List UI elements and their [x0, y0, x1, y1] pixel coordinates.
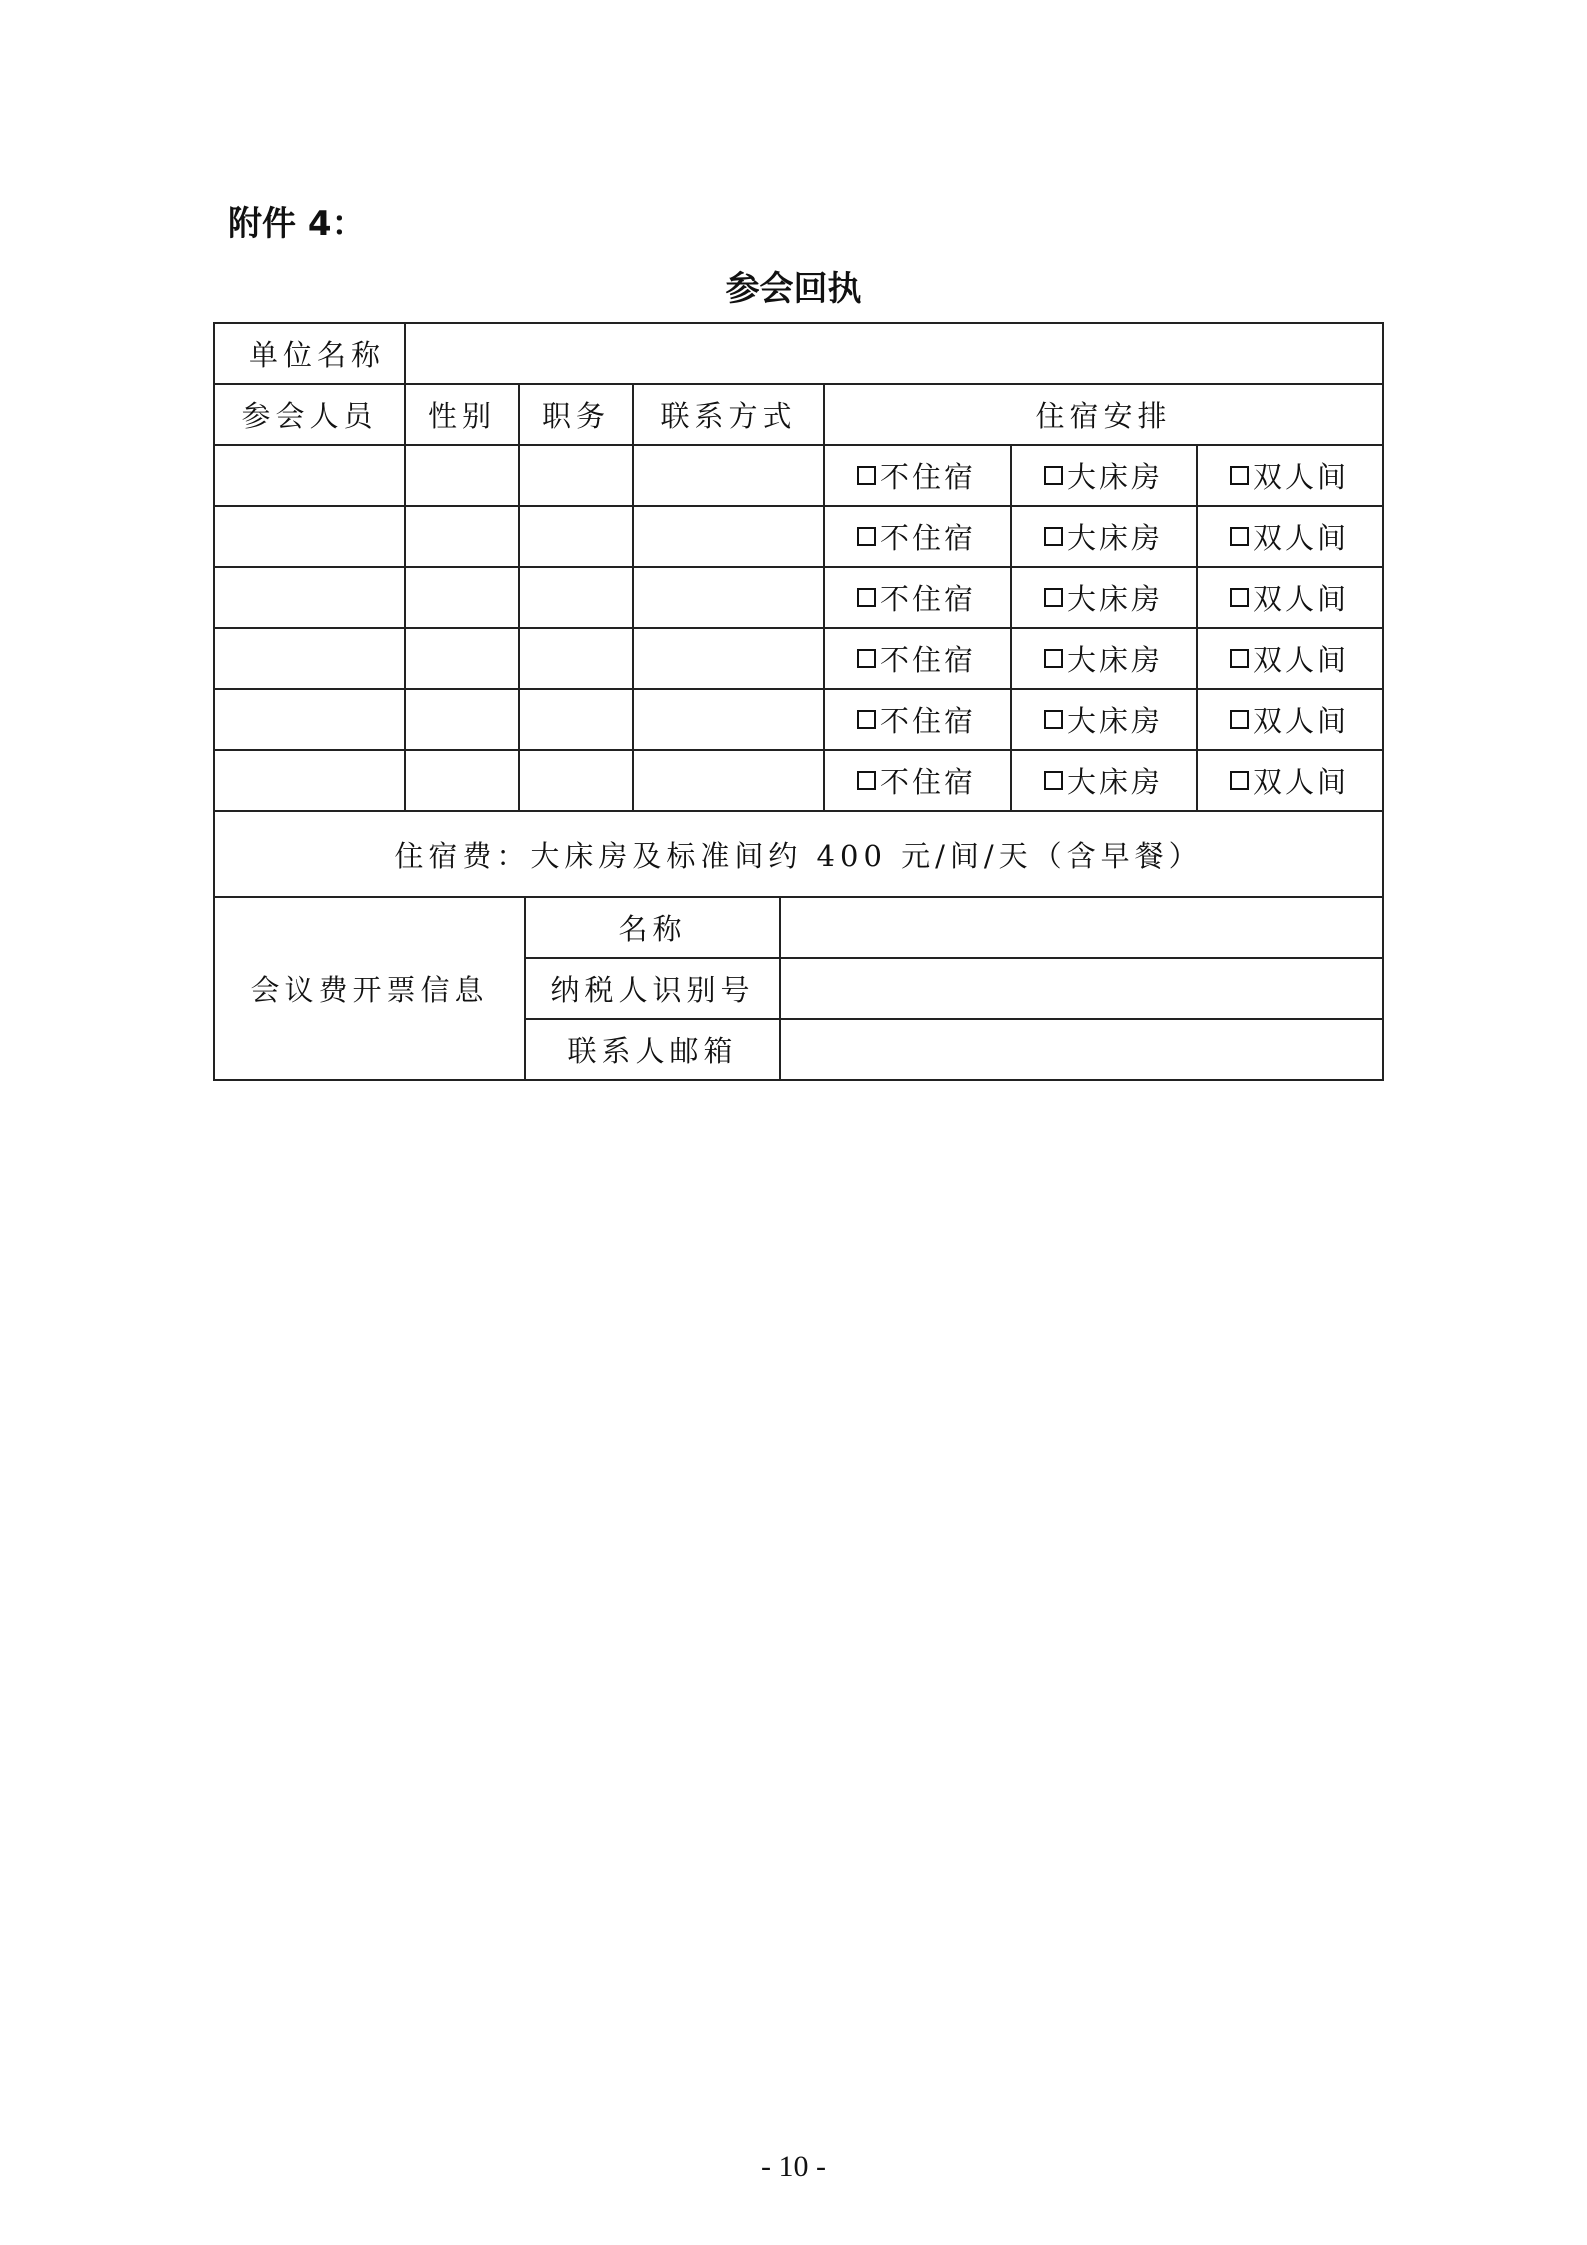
- checkbox-label: 不住宿: [880, 765, 977, 799]
- checkbox-label: 大床房: [1067, 521, 1164, 555]
- header-gender: 性别: [404, 383, 520, 446]
- attendee-name-cell[interactable]: [213, 749, 406, 812]
- attendee-contact-cell[interactable]: [632, 566, 825, 629]
- invoice-label: 会议费开票信息: [213, 896, 526, 1081]
- checkbox-label: 大床房: [1067, 643, 1164, 677]
- attendee-position-cell[interactable]: [518, 749, 634, 812]
- attendee-name-cell[interactable]: [213, 627, 406, 690]
- accommodation-option-cell: [823, 627, 1012, 690]
- attendee-gender-cell[interactable]: [404, 566, 520, 629]
- attendee-name-cell[interactable]: [213, 444, 406, 507]
- checkbox-no-stay[interactable]: [857, 588, 876, 607]
- checkbox-label: 双人间: [1253, 643, 1350, 677]
- invoice-field-label: 名称: [524, 896, 781, 959]
- header-contact: 联系方式: [632, 383, 825, 446]
- checkbox-label: 双人间: [1253, 460, 1350, 494]
- checkbox-no-stay[interactable]: [857, 710, 876, 729]
- accommodation-option-cell: [823, 444, 1012, 507]
- checkbox-label: 不住宿: [880, 460, 977, 494]
- checkbox-no-stay[interactable]: [857, 771, 876, 790]
- checkbox-label: 双人间: [1253, 521, 1350, 555]
- checkbox-twin-room[interactable]: [1230, 527, 1249, 546]
- invoice-field-label: 联系人邮箱: [524, 1018, 781, 1081]
- accommodation-option-cell: [1196, 444, 1384, 507]
- header-attendee: 参会人员: [213, 383, 406, 446]
- accommodation-option-cell: [823, 688, 1012, 751]
- checkbox-no-stay[interactable]: [857, 649, 876, 668]
- accommodation-option-cell: [1196, 749, 1384, 812]
- checkbox-king-room[interactable]: [1044, 527, 1063, 546]
- accommodation-option-cell: [1010, 749, 1198, 812]
- attendee-gender-cell[interactable]: [404, 505, 520, 568]
- unit-input-cell[interactable]: [404, 322, 1384, 385]
- accommodation-option-cell: [823, 566, 1012, 629]
- checkbox-label: 大床房: [1067, 704, 1164, 738]
- attendee-name-cell[interactable]: [213, 688, 406, 751]
- accommodation-option-cell: [1196, 566, 1384, 629]
- checkbox-label: 不住宿: [880, 521, 977, 555]
- checkbox-twin-room[interactable]: [1230, 649, 1249, 668]
- checkbox-label: 大床房: [1067, 460, 1164, 494]
- checkbox-label: 不住宿: [880, 704, 977, 738]
- checkbox-twin-room[interactable]: [1230, 466, 1249, 485]
- attendee-contact-cell[interactable]: [632, 444, 825, 507]
- attendee-gender-cell[interactable]: [404, 688, 520, 751]
- accommodation-option-cell: [823, 749, 1012, 812]
- accommodation-option-cell: [1010, 444, 1198, 507]
- checkbox-king-room[interactable]: [1044, 588, 1063, 607]
- checkbox-king-room[interactable]: [1044, 649, 1063, 668]
- accommodation-option-cell: [1010, 566, 1198, 629]
- attendee-gender-cell[interactable]: [404, 749, 520, 812]
- checkbox-label: 双人间: [1253, 582, 1350, 616]
- attendee-position-cell[interactable]: [518, 627, 634, 690]
- attendee-contact-cell[interactable]: [632, 749, 825, 812]
- header-position: 职务: [518, 383, 634, 446]
- attendee-position-cell[interactable]: [518, 566, 634, 629]
- attendee-position-cell[interactable]: [518, 505, 634, 568]
- checkbox-label: 双人间: [1253, 704, 1350, 738]
- invoice-field-input[interactable]: [779, 957, 1384, 1020]
- header-accommodation: 住宿安排: [823, 383, 1384, 446]
- checkbox-king-room[interactable]: [1044, 710, 1063, 729]
- page-number: - 10 -: [761, 2150, 826, 2183]
- checkbox-label: 双人间: [1253, 765, 1350, 799]
- attendee-name-cell[interactable]: [213, 505, 406, 568]
- checkbox-king-room[interactable]: [1044, 466, 1063, 485]
- invoice-field-input[interactable]: [779, 1018, 1384, 1081]
- checkbox-label: 不住宿: [880, 582, 977, 616]
- attendee-contact-cell[interactable]: [632, 688, 825, 751]
- attendee-contact-cell[interactable]: [632, 505, 825, 568]
- checkbox-label: 大床房: [1067, 582, 1164, 616]
- accommodation-option-cell: [1196, 627, 1384, 690]
- checkbox-no-stay[interactable]: [857, 527, 876, 546]
- checkbox-king-room[interactable]: [1044, 771, 1063, 790]
- checkbox-label: 不住宿: [880, 643, 977, 677]
- accommodation-option-cell: [1010, 505, 1198, 568]
- form-title: 参会回执: [725, 269, 862, 309]
- attendee-position-cell[interactable]: [518, 444, 634, 507]
- attachment-label: 附件 4：: [228, 204, 366, 244]
- checkbox-label: 大床房: [1067, 765, 1164, 799]
- attendee-gender-cell[interactable]: [404, 444, 520, 507]
- checkbox-twin-room[interactable]: [1230, 710, 1249, 729]
- attendee-gender-cell[interactable]: [404, 627, 520, 690]
- accommodation-option-cell: [1010, 627, 1198, 690]
- accommodation-option-cell: [823, 505, 1012, 568]
- attendee-contact-cell[interactable]: [632, 627, 825, 690]
- checkbox-twin-room[interactable]: [1230, 588, 1249, 607]
- accommodation-option-cell: [1196, 505, 1384, 568]
- fee-note: 住宿费：大床房及标准间约 400 元/间/天（含早餐）: [213, 810, 1384, 898]
- checkbox-no-stay[interactable]: [857, 466, 876, 485]
- attendee-name-cell[interactable]: [213, 566, 406, 629]
- invoice-field-label: 纳税人识别号: [524, 957, 781, 1020]
- checkbox-twin-room[interactable]: [1230, 771, 1249, 790]
- accommodation-option-cell: [1196, 688, 1384, 751]
- invoice-field-input[interactable]: [779, 896, 1384, 959]
- accommodation-option-cell: [1010, 688, 1198, 751]
- unit-label-cell: 单位名称: [213, 322, 406, 385]
- attendee-position-cell[interactable]: [518, 688, 634, 751]
